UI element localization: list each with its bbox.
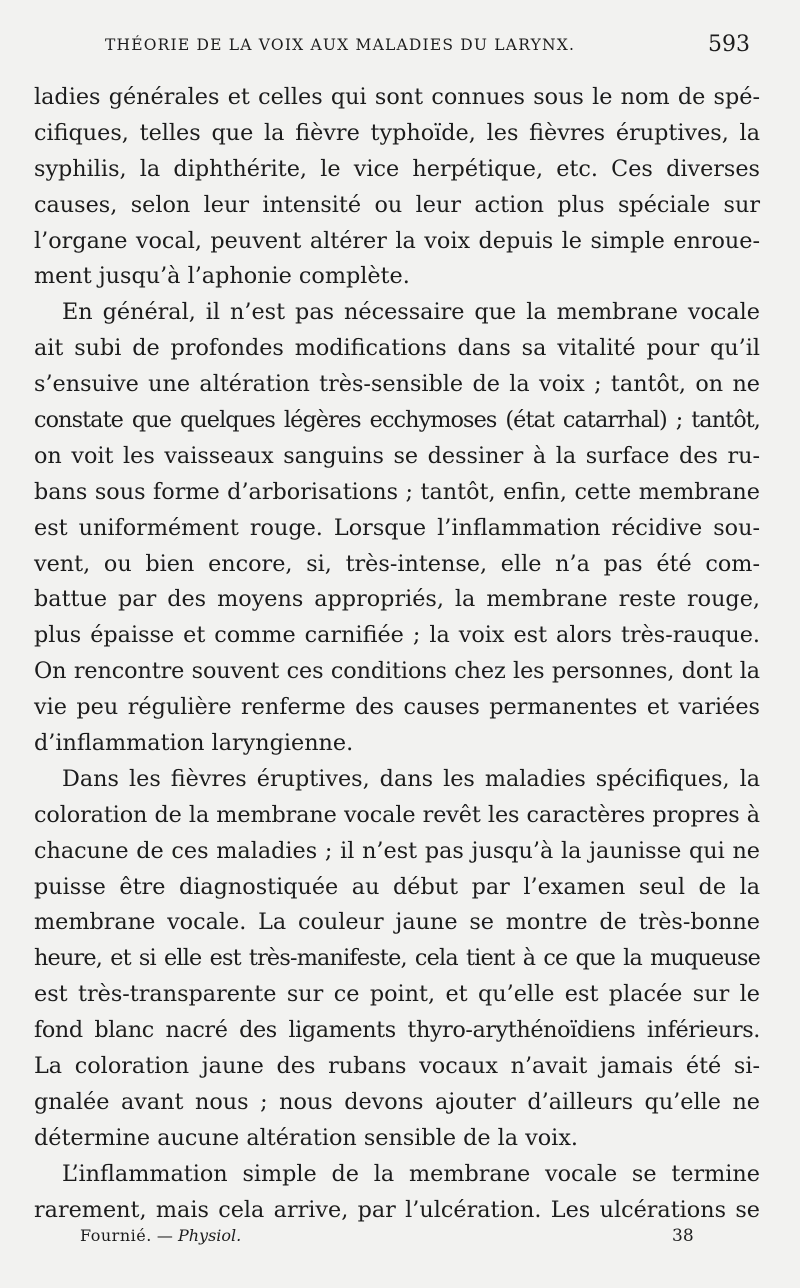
text-line: ait subi de profondes modifications dans sa vitalité pour qu’il (34, 335, 760, 362)
text-line: vie peu régulière renferme des causes permanentes et variées (34, 694, 760, 721)
text-line: membrane vocale. La couleur jaune se montre de très-bonne (34, 909, 760, 936)
footer-work: Physiol. (177, 1226, 242, 1245)
text-line: syphilis, la diphthérite, le vice herpétique, etc. Ces diverses (34, 155, 760, 182)
text-line: plus épaisse et comme carnifiée ; la voix est alors très-rauque. (34, 622, 760, 649)
page-number: 593 (708, 32, 750, 57)
running-title: THÉORIE DE LA VOIX AUX MALADIES DU LARYNX. (105, 36, 576, 54)
text-line: heure, et si elle est très-manifeste, cela tient à ce que la muqueuse (34, 945, 760, 972)
text-line: est très-transparente sur ce point, et qu’elle est placée sur le (34, 981, 760, 1008)
body-text (34, 80, 760, 1229)
text-line: coloration de la membrane vocale revêt les caractères propres à (34, 801, 760, 828)
text-line: causes, selon leur intensité ou leur action plus spéciale sur (34, 191, 760, 218)
text-line: rarement, mais cela arrive, par l’ulcération. Les ulcérations se (34, 1196, 760, 1223)
text-line: L’inflammation simple de la membrane vocale se termine (62, 1160, 760, 1187)
text-line: s’ensuive une altération très-sensible de la voix ; tantôt, on ne (34, 371, 760, 398)
text-line: On rencontre souvent ces conditions chez les personnes, dont la (34, 658, 760, 685)
text-line: bans sous forme d’arborisations ; tantôt, enfin, cette membrane (34, 478, 760, 505)
text-line: Dans les fièvres éruptives, dans les maladies spécifiques, la (62, 765, 760, 792)
page-header (0, 32, 800, 66)
text-line: on voit les vaisseaux sanguins se dessiner à la surface des ru- (34, 442, 760, 469)
text-line: ladies générales et celles qui sont connues sous le nom de spé- (34, 84, 760, 110)
text-line: battue par des moyens appropriés, la membrane reste rouge, (34, 586, 760, 613)
text-line: d’inflammation laryngienne. (34, 730, 354, 757)
footer-dash: — (151, 1226, 178, 1245)
text-line: est uniformément rouge. Lorsque l’inflammation récidive sou- (34, 514, 760, 541)
text-line: cifiques, telles que la fièvre typhoïde, les fièvres éruptives, la (34, 119, 760, 146)
text-line: chacune de ces maladies ; il n’est pas jusqu’à la jaunisse qui ne (34, 837, 760, 864)
text-line: fond blanc nacré des ligaments thyro-arythénoïdiens inférieurs. (34, 1017, 760, 1044)
text-line: En général, il n’est pas nécessaire que la membrane vocale (62, 299, 760, 326)
page-footer (0, 1222, 800, 1252)
signature-mark (80, 1226, 241, 1245)
text-line: puisse être diagnostiquée au début par l’examen seul de la (34, 873, 760, 900)
text-line: gnalée avant nous ; nous devons ajouter d’ailleurs qu’elle ne (34, 1088, 760, 1115)
text-line: l’organe vocal, peuvent altérer la voix depuis le simple enroue- (34, 227, 760, 254)
text-line: La coloration jaune des rubans vocaux n’avait jamais été si- (34, 1053, 760, 1080)
text-line: ment jusqu’à l’aphonie complète. (34, 263, 410, 290)
footer-author: Fournié. (80, 1226, 152, 1245)
sheet-number: 38 (672, 1226, 694, 1246)
text-line: constate que quelques légères ecchymoses (état catarrhal) ; tantôt, (34, 407, 760, 434)
text-line: vent, ou bien encore, si, très-intense, elle n’a pas été com- (34, 550, 760, 577)
text-line: détermine aucune altération sensible de la voix. (34, 1124, 578, 1151)
